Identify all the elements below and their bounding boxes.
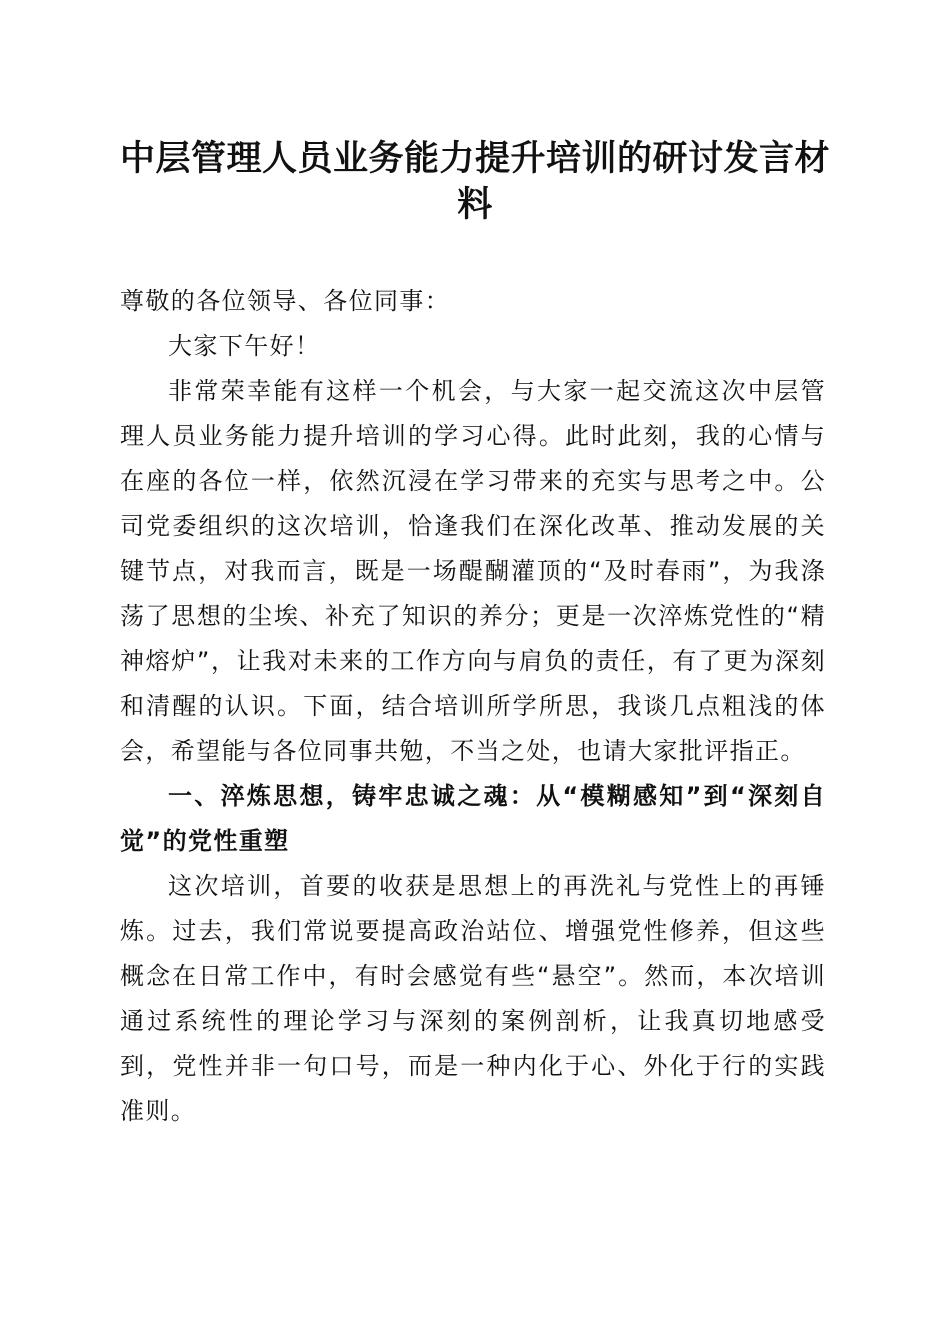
salutation: 尊敬的各位领导、各位同事： xyxy=(120,287,451,315)
section-paragraph: 这次培训，首要的收获是思想上的再洗礼与党性上的再锤炼。过去，我们常说要提高政治站位、增强党性修养，但这些概念在日常工作中，有时会感觉有些“悬空”。然而，本次培训通过系统性的理论学习与深刻的案例剖析，让我真切地感受到，党性并非一句口号，而是一种内化于心、外化于行的实践准则。 xyxy=(120,872,826,1125)
intro-paragraph: 非常荣幸能有这样一个机会，与大家一起交流这次中层管理人员业务能力提升培训的学习心得。此时此刻，我的心情与在座的各位一样，依然沉浸在学习带来的充实与思考之中。公司党委组织的这次培训，恰逢我们在深化改革、推动发展的关键节点，对我而言，既是一场醍醐灌顶的“及时春雨”，为我涤荡了思想的尘埃、补充了知识的养分；更是一次淬炼党性的“精神熔炉”，让我对未来的工作方向与肩负的责任，有了更为深刻和清醒的认识。下面，结合培训所学所思，我谈几点粗浅的体会，希望能与各位同事共勉，不当之处，也请大家批评指正。 xyxy=(120,377,826,765)
document-body xyxy=(120,279,826,1134)
document-title: 中层管理人员业务能力提升培训的研讨发言材料 xyxy=(119,138,830,225)
section-heading: 一、淬炼思想，铸牢忠诚之魂：从“模糊感知”到“深刻自觉”的党性重塑 xyxy=(120,782,826,855)
greeting: 大家下午好！ xyxy=(168,332,321,360)
